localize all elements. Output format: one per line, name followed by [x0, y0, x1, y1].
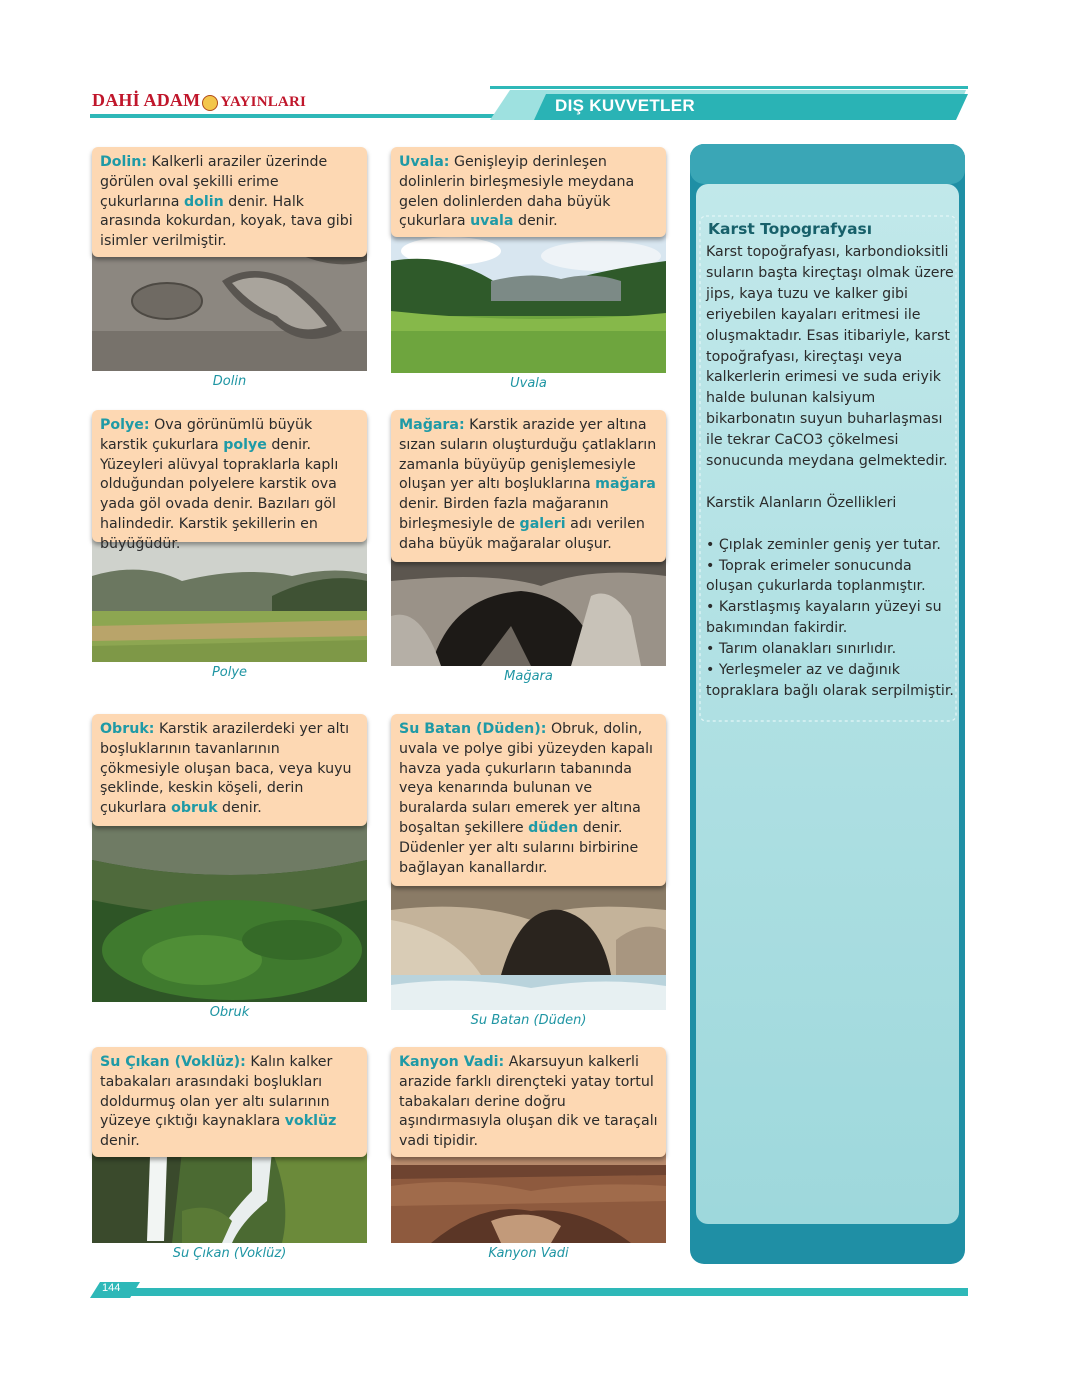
highlight-term: düden: [528, 819, 579, 836]
term-label: Mağara:: [399, 417, 465, 433]
karst-sidebar: [690, 144, 965, 1264]
sidebar-subtitle: Karstik Alanların Özellikleri: [706, 494, 897, 511]
definition-box: [391, 1047, 666, 1157]
card-kanyon-vadi: [391, 1047, 666, 1261]
section-title: DIŞ KUVVETLER: [555, 96, 695, 115]
highlight-term: voklüz: [284, 1113, 337, 1130]
definition-text: adı verilen daha büyük mağaralar oluşur.: [399, 515, 645, 552]
photo-caption: Su Batan (Düden): [470, 1013, 587, 1028]
sidebar-body: [706, 242, 956, 702]
polye-photo: [92, 536, 367, 662]
definition-text: Karstik arazide yer altına sızan suların oluşturduğu çatlakların zamanla büyüyüp genişlemesiyle oluşan yer altı boşluklarına: [399, 417, 657, 493]
photo-caption: Kanyon Vadi: [488, 1246, 569, 1261]
card-polye: [92, 410, 367, 680]
term-label: Dolin:: [100, 154, 148, 170]
definition-text: Obruk, dolin, uvala ve polye gibi yüzeyden kapalı havza yada çukurların tabanında veya kenarında bulunan ve buralarda suları emerek yer altına boşaltan şekillere: [399, 721, 653, 836]
definition-box: [391, 147, 666, 237]
photo-caption: Uvala: [510, 376, 547, 391]
card-magara: [391, 410, 666, 684]
bullet-item: • Toprak erimeler sonucunda oluşan çukurlarda toplanmıştır.: [706, 557, 926, 595]
definition-text: Kalkerli araziler üzerinde görülen oval şekilli erime çukurlarına: [100, 154, 328, 210]
page-footer: [90, 1280, 968, 1300]
definition-box: [92, 147, 367, 257]
term-label: Uvala:: [399, 154, 450, 170]
highlight-term: uvala: [470, 213, 514, 230]
header-rule: [90, 114, 500, 118]
photo-caption: Su Çıkan (Voklüz): [172, 1246, 287, 1261]
card-su-cikan: [92, 1047, 367, 1261]
definition-box: [92, 714, 367, 826]
definition-text: Akarsuyun kalkerli arazide farklı dirençteki yatay tortul tabakaları derine doğru aşındırmasıyla oluşan dik ve taraçalı vadi tipidir.: [399, 1054, 658, 1150]
obruk-photo: [92, 820, 367, 1002]
definition-text: Ova görünümlü büyük karstik çukurlara: [100, 417, 313, 453]
term-label: Su Çıkan (Voklüz):: [100, 1054, 246, 1070]
term-label: Obruk:: [100, 721, 155, 737]
photo-caption: Polye: [211, 665, 248, 680]
bullet-item: • Çıplak zeminler geniş yer tutar.: [706, 536, 941, 553]
bullet-item: • Karstlaşmış kayaların yüzeyi su bakımından fakirdir.: [706, 599, 942, 637]
logo-mascot-icon: [202, 95, 218, 111]
magara-photo: [391, 556, 666, 666]
publisher-logo: [92, 90, 306, 111]
card-uvala: [391, 147, 666, 391]
highlight-term: obruk: [171, 800, 218, 817]
definition-text: denir. Düdenler yer altı sularını birbirine bağlayan kanallardır.: [399, 819, 639, 876]
page-number: 144: [102, 1282, 121, 1294]
definition-text: Karstik arazilerdeki yer altı boşluklarının tavanlarının çökmesiyle oluşan baca, veya kuyu şeklinde, keskin köşeli, derin çukurlara: [100, 721, 352, 817]
bullet-item: • Tarım olanakları sınırlıdır.: [706, 641, 897, 658]
definition-text: Kalın kalker tabakaları arasındaki boşlukları doldurmuş olan yer altı sularının yüzeye çıktığı kaynaklara: [100, 1054, 333, 1130]
page-header: [90, 86, 968, 122]
photo-caption: Mağara: [504, 669, 553, 684]
term-label: Su Batan (Düden):: [399, 721, 547, 737]
sidebar-title: Karst Topografyası: [708, 220, 873, 238]
card-obruk: [92, 714, 367, 1020]
definition-text: denir. Birden fazla mağaranın birleşmesiyle de: [399, 496, 609, 532]
definition-box: [391, 714, 666, 886]
definition-text: denir.: [513, 213, 558, 230]
dolin-photo: [92, 251, 367, 371]
definition-text: denir. Halk arasında kokurdan, koyak, tava gibi isimler verilmiştir.: [100, 193, 353, 250]
logo-name: DAHİ ADAM: [92, 90, 201, 110]
su-batan-photo: [391, 880, 666, 1010]
term-label: Polye:: [100, 417, 150, 433]
highlight-term: galeri: [519, 515, 566, 532]
definition-text: denir.: [100, 1133, 140, 1150]
definition-box: [92, 410, 367, 552]
sidebar-intro: Karst topoğrafyası, karbondioksitli suların başta kireçtaşı olmak üzere jips, kaya tuzu ve kalker gibi eriyebilen kayaları eritmesi ile oluşmaktadır. Esas itibariyle, karst topoğrafyası, kireçtaşı veya kalkerlerin erimesi ve suda eriyik halde bulunan kalsiyum bikarbonatın suyun buharlaşması ile tekrar CaCO3 çökelmesi sonucunda meydana gelmektedir.: [706, 244, 954, 470]
photo-caption: Dolin: [212, 374, 247, 389]
definition-text: Genişleyip derinleşen dolinlerin birleşmesiyle meydana gelen dolinlerden daha büyük çukurlara: [399, 154, 635, 230]
definition-text: denir.: [217, 800, 262, 817]
definition-text: denir. Yüzeyleri alüvyal topraklarla kaplı olduğundan polyelere karstik ova yada göl ovada denir. Bazıları göl halindedir. Karstik şekillerin en büyüğüdür.: [100, 436, 339, 552]
highlight-term: mağara: [595, 476, 656, 493]
logo-suffix: YAYINLARI: [220, 94, 307, 110]
footer-rule: [90, 1280, 968, 1300]
bullet-item: • Yerleşmeler az ve dağınık topraklara bağlı olarak serpilmiştir.: [706, 662, 954, 699]
card-dolin: [92, 147, 367, 389]
photo-caption: Obruk: [209, 1005, 250, 1020]
definition-box: [92, 1047, 367, 1157]
su-cikan-photo: [92, 1151, 367, 1243]
term-label: Kanyon Vadi:: [399, 1054, 505, 1070]
uvala-photo: [391, 231, 666, 373]
card-su-batan: [391, 714, 666, 1028]
highlight-term: polye: [223, 436, 267, 453]
definition-box: [391, 410, 666, 562]
kanyon-vadi-photo: [391, 1151, 666, 1243]
highlight-term: dolin: [184, 193, 224, 210]
